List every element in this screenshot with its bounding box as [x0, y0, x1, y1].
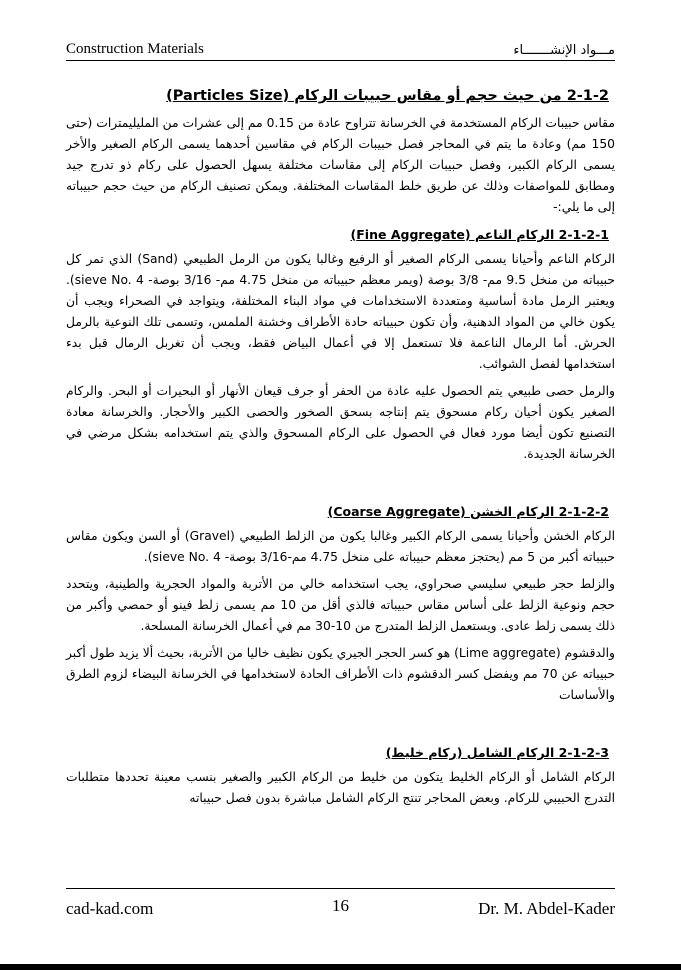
section-heading-all-in-aggregate: 2-1-2-3 الركام الشامل (ركام خليط)	[385, 745, 609, 760]
paragraph: والرمل حصى طبيعي يتم الحصول عليه عادة من الحفر أو جرف قيعان الأنهار أو البحيرات أو البحر. والركام الصغير يكون أحيان ركام مسحوق يتم إنتاجه بسحق الصخور والحصى الكبير والأحجار. والخرسانة معادة التصنيع تكون أيضا مورد فعال في الحصول على الركام المسحوق والذي يتم استخدامه بشكل مرضي في الخرسانة الجديدة.	[66, 384, 615, 461]
paragraph: الركام الناعم وأحيانا يسمى الركام الصغير أو الرفيع وغالبا يكون من الرمل الطبيعي (Sand) الذي تمر كل حبيباته من منخل 9.5 مم- 3/8 بوصة (ويمر معظم حبيباته من منخل 4.75 مم- 3/16 بوصة- sieve No. 4). ويعتبر الرمل مادة أساسية ومتعددة الاستخدامات في مواد البناء المختلفة، ويتواجد في الصحراء ويجب أن يكون خالي من المواد الدهنية، وأن تكون حبيباته حادة الأطراف وخشنة الملمس، وتسمى تلك النوعية بالرمل الحرش. أما الرمال الناعمة فلا تستعمل إلا في أعمال البياض فقط، ويجب أن تغربل الرمال قبل بدء استخدامها لفصل الشوائب.	[66, 252, 615, 371]
paragraph: والدقشوم (Lime aggregate) هو كسر الحجر الجيري يكون نظيف خاليا من الأتربة، بحيث ألا يزيد طول أكبر حبيباته عن 70 مم ويفضل كسر الدقشوم ذات الأطراف الحادة لاستخدامها في الخرسانة البيضاء لزوم الطرق والأساسات	[66, 646, 616, 702]
section-heading-particle-size: 2-1-2 من حيث حجم أو مقاس حبيبات الركام (Particles Size)	[166, 88, 609, 104]
section-heading-fine-aggregate: 2-1-2-1 الركام الناعم (Fine Aggregate)	[350, 227, 609, 242]
footer-website: cad-kad.com	[66, 899, 154, 918]
paragraph: الركام الخشن وأحيانا يسمى الركام الكبير وغالبا يكون من الزلط الطبيعي (Gravel) أو السن ويكون مقاس حبيباته أكبر من 5 مم (يحتجز معظم حبيباته على منخل 4.75 مم-3/16 بوصة- sieve No. 4).	[66, 529, 615, 564]
section-heading-coarse-aggregate: 2-1-2-2 الركام الخشن (Coarse Aggregate)	[327, 504, 609, 519]
paragraph: والزلط حجر طبيعي سليسي صحراوي، يجب استخدامه خالي من الأتربة والمواد الحجرية والطينية، ويتحدد حجم ونوعية الزلط على أساس مقاس حبيباته فالذي أقل من 10 مم يسمى زلط فينو أو حمصي وأكبر من ذلك يسمى زلط عادى. ويستعمل الزلط المتدرج من 10-30 مم في أعمال الخرسانة المسلحة.	[66, 577, 616, 633]
header-book-title: Construction Materials	[66, 41, 204, 57]
page-footer	[66, 888, 615, 929]
spacer	[66, 712, 615, 742]
paragraph: الركام الشامل أو الركام الخليط يتكون من خليط من الركام الكبير والصغير بنسب معينة تحددها متطلبات التدرج الحبيبي للركام. وبعض المحاجر تنتج الركام الشامل مباشرة بدون فصل حبيباته	[66, 770, 615, 805]
footer-author: Dr. M. Abdel-Kader	[478, 899, 615, 918]
page-number: 16	[332, 896, 349, 915]
page-header	[66, 38, 615, 61]
bottom-border	[0, 964, 681, 970]
spacer	[66, 471, 615, 501]
page-content	[66, 86, 615, 815]
paragraph: مقاس حبيبات الركام المستخدمة في الخرسانة تتراوح عادة من 0.15 مم إلى عشرات من المليليمترات (حتى 150 مم) وعادة ما يتم في المحاجر فصل حبيبات الركام في مقاسين أحدهما يسمى الركام الصغير والأخر يسمى الركام الكبير، وفصل حبيبات الركام إلى مقاسات مختلفة يسهل الحصول على ركام ذو تدرج جيد ومطابق للمواصفات وذلك عن طريق خلط المقاسات المختلفة. ويمكن تصنيف الركام من حيث حجم حبيباته إلى ما يلي:-	[66, 116, 615, 214]
header-arabic-title: مـــواد الإنشـــــــاء	[513, 43, 615, 58]
